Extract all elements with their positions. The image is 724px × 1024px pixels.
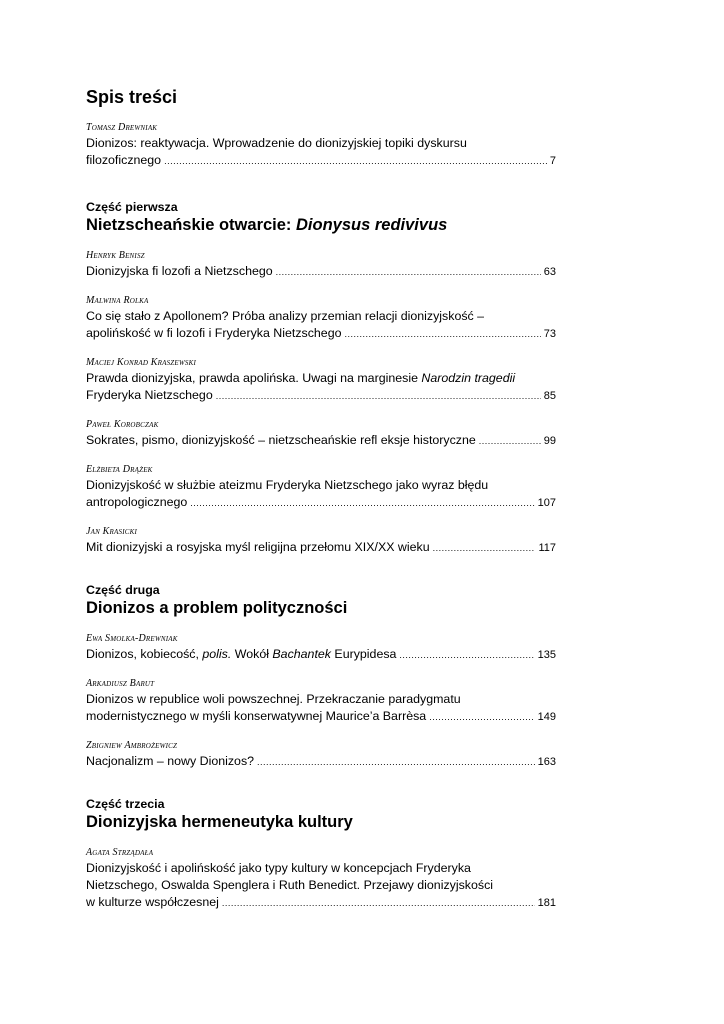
leader-dots <box>344 326 540 343</box>
entry-author: Jan Krasicki <box>86 526 138 537</box>
page-number: 85 <box>543 390 556 402</box>
entry-author: Paweł Korobczak <box>86 419 159 430</box>
page-number: 117 <box>538 542 556 554</box>
entry-title-text: Fryderyka Nietzschego <box>86 388 213 402</box>
entry-title-line: Dionizos: reaktywacja. Wprowadzenie do dionizyjskiej topiki dyskursu <box>86 136 467 150</box>
entry-title-text: Mit dionizyjski a rosyjska myśl religijna przełomu XIX/XX wieku <box>86 540 430 554</box>
entry-title-line <box>86 370 556 387</box>
entry-title-last-line <box>86 646 556 664</box>
page-number: 163 <box>537 756 556 768</box>
entry-title-text: Dionizyjska fi lozofi a Nietzschego <box>86 264 273 278</box>
entry-title-text: w kulturze współczesnej <box>86 895 219 909</box>
page-number: 107 <box>537 497 556 509</box>
toc-entry <box>86 740 556 771</box>
entry-title-last-line <box>86 432 556 450</box>
entry-author: Maciej Konrad Kraszewski <box>86 357 197 368</box>
entry-title-text: filozoficznego <box>86 153 162 167</box>
entry-author: Henryk Benisz <box>86 250 145 261</box>
toc-entry <box>86 678 556 726</box>
leader-dots <box>190 495 534 512</box>
entry-title-fragment: Wokół <box>231 647 273 661</box>
page-number: 135 <box>537 649 556 661</box>
entry-title-line <box>86 860 556 877</box>
page-number: 63 <box>543 266 556 278</box>
entry-title-text: antropologicznego <box>86 495 188 509</box>
entry-title-text: Dionizyjskość w służbie ateizmu Fryderyka Nietzschego jako wyraz błędu <box>86 478 489 492</box>
entry-title-text <box>86 646 396 663</box>
entry-author: Zbigniew Ambrożewicz <box>86 740 178 751</box>
entry-title-last-line <box>86 325 556 343</box>
entry-title-text: Dionizyjskość i apolińskość jako typy kultury w koncepcjach Fryderyka <box>86 861 471 875</box>
entry-title-last-line <box>86 539 556 557</box>
toc-entry <box>86 526 556 557</box>
entry-title-last-line <box>86 494 556 512</box>
toc-entry <box>86 847 556 912</box>
part-title <box>86 215 556 236</box>
page-number: 73 <box>543 328 556 340</box>
toc-part-1 <box>86 200 556 557</box>
entry-title-last-line <box>86 894 556 912</box>
leader-dots <box>164 153 547 170</box>
entry-title-italic: Narodzin tragedii <box>421 371 516 385</box>
toc-part-3 <box>86 797 556 912</box>
toc-entry <box>86 250 556 281</box>
toc-part-2 <box>86 583 556 771</box>
toc-entry <box>86 464 556 512</box>
entry-title-text: Sokrates, pismo, dionizyjskość – nietzscheańskie refl eksje historyczne <box>86 433 476 447</box>
toc-entry <box>86 295 556 343</box>
entry-title-text: Prawda dionizyjska, prawda apolińska. Uwagi na marginesie <box>86 371 422 385</box>
entry-title-text: Dionizos w republice woli powszechnej. Przekraczanie paradygmatu <box>86 692 461 706</box>
entry-title-last-line <box>86 263 556 281</box>
part-title <box>86 812 556 833</box>
entry-author: Elżbieta Drążek <box>86 464 153 475</box>
leader-dots <box>257 754 535 771</box>
toc-entry <box>86 357 556 405</box>
entry-author: Malwina Rolka <box>86 295 149 306</box>
entry-title-last-line <box>86 708 556 726</box>
entry-author: Ewa Smolka-Drewniak <box>86 633 178 644</box>
part-title <box>86 598 556 619</box>
leader-dots <box>433 540 536 557</box>
entry-title-line <box>86 477 556 494</box>
leader-dots <box>222 895 535 912</box>
page-number: 7 <box>549 155 556 167</box>
part-label: Część trzecia <box>86 797 165 811</box>
part-title-text: Dionizyjska hermeneutyka kultury <box>86 813 353 831</box>
entry-author: Tomasz Drewniak <box>86 122 158 133</box>
leader-dots <box>276 264 541 281</box>
page-number: 149 <box>537 711 556 723</box>
page-number: 99 <box>543 435 556 447</box>
entry-title-text: Nacjonalizm – nowy Dionizos? <box>86 754 255 768</box>
entry-title-italic: Bachantek <box>272 647 331 661</box>
leader-dots <box>479 433 541 450</box>
part-title-text: Dionizos a problem polityczności <box>86 599 348 617</box>
entry-title-fragment: Dionizos, kobiecość, <box>86 647 203 661</box>
entry-title-last-line <box>86 152 556 170</box>
part-label: Część pierwsza <box>86 200 178 214</box>
leader-dots <box>216 388 541 405</box>
entry-title-line <box>86 308 556 325</box>
entry-title-text: Nietzschego, Oswalda Spenglera i Ruth Benedict. Przejawy dionizyjskości <box>86 878 494 892</box>
toc-entry <box>86 633 556 664</box>
leader-dots <box>399 647 534 664</box>
entry-author: Agata Strządała <box>86 847 154 858</box>
toc-entry <box>86 419 556 450</box>
entry-title-text: Co się stało z Apollonem? Próba analizy przemian relacji dionizyjskość – <box>86 309 485 323</box>
entry-title-fragment: Eurypidesa <box>330 647 397 661</box>
part-label: Część druga <box>86 583 160 597</box>
part-title-text: Nietzscheańskie otwarcie: <box>86 216 297 234</box>
part-title-italic: Dionysus redivivus <box>296 216 448 234</box>
toc-entry-intro <box>86 122 556 170</box>
entry-title-last-line <box>86 753 556 771</box>
leader-dots <box>429 709 534 726</box>
entry-title-line <box>86 691 556 708</box>
entry-author: Arkadiusz Barut <box>86 678 155 689</box>
page-number: 181 <box>537 897 556 909</box>
entry-title-text: modernistycznego w myśli konserwatywnej Maurice’a Barrèsa <box>86 709 427 723</box>
toc-parts <box>86 200 556 912</box>
entry-title-line <box>86 877 556 894</box>
entry-title-text: apolińskość w fi lozofi i Fryderyka Nietzschego <box>86 326 342 340</box>
toc-title: Spis treści <box>86 87 178 107</box>
entry-title-italic: polis. <box>202 647 232 661</box>
entry-title-last-line <box>86 387 556 405</box>
table-of-contents <box>86 86 556 926</box>
